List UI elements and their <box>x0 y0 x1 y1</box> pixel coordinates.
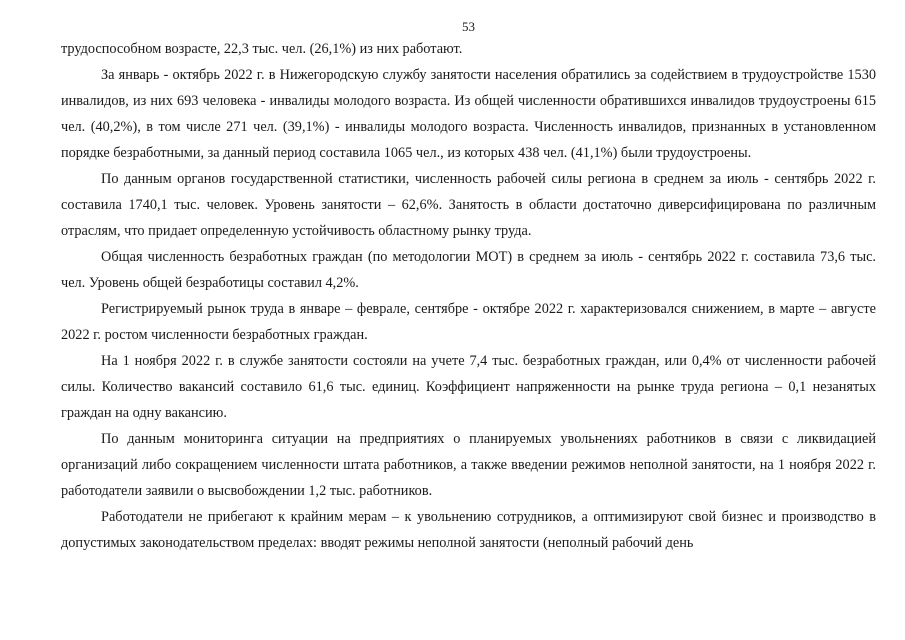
page-number: 53 <box>462 19 475 34</box>
paragraph-5: Регистрируемый рынок труда в январе – феврале, сентябре - октябре 2022 г. характеризовался снижением, в марте – августе 2022 г. ростом численности безработных граждан. <box>61 301 876 343</box>
paragraph-8: Работодатели не прибегают к крайним мерам – к увольнению сотрудников, а оптимизируют свой бизнес и производство в допустимых законодательством пределах: вводят режимы неполной занятости (неполный рабочий день <box>61 509 876 551</box>
paragraph-1: трудоспособном возрасте, 22,3 тыс. чел. (26,1%) из них работают. <box>61 41 463 57</box>
body-text <box>61 36 876 556</box>
paragraph-6: На 1 ноября 2022 г. в службе занятости состояли на учете 7,4 тыс. безработных граждан, или 0,4% от численности рабочей силы. Количество вакансий составило 61,6 тыс. единиц. Коэффициент напряженности на рынке труда региона – 0,1 незанятых граждан на одну вакансию. <box>61 353 876 421</box>
paragraph-3: По данным органов государственной статистики, численность рабочей силы региона в среднем за июль - сентябрь 2022 г. составила 1740,1 тыс. человек. Уровень занятости – 62,6%. Занятость в области достаточно диверсифицирована по различным отраслям, что придает определенную устойчивость областному рынку труда. <box>61 171 876 239</box>
paragraph-4: Общая численность безработных граждан (по методологии МОТ) в среднем за июль - сентябрь 2022 г. составила 73,6 тыс. чел. Уровень общей безработицы составил 4,2%. <box>61 249 876 291</box>
paragraph-2: За январь - октябрь 2022 г. в Нижегородскую службу занятости населения обратились за содействием в трудоустройстве 1530 инвалидов, из них 693 человека - инвалиды молодого возраста. Из общей численности обратившихся инвалидов трудоустроены 615 чел. (40,2%), в том числе 271 чел. (39,1%) - инвалиды молодого возраста. Численность инвалидов, признанных в установленном порядке безработными, за данный период составила 1065 чел., из которых 438 чел. (41,1%) были трудоустроены. <box>61 67 876 161</box>
paragraph-7: По данным мониторинга ситуации на предприятиях о планируемых увольнениях работников в связи с ликвидацией организаций либо сокращением численности штата работников, а также введении режимов неполной занятости, на 1 ноября 2022 г. работодатели заявили о высвобождении 1,2 тыс. работников. <box>61 431 876 499</box>
